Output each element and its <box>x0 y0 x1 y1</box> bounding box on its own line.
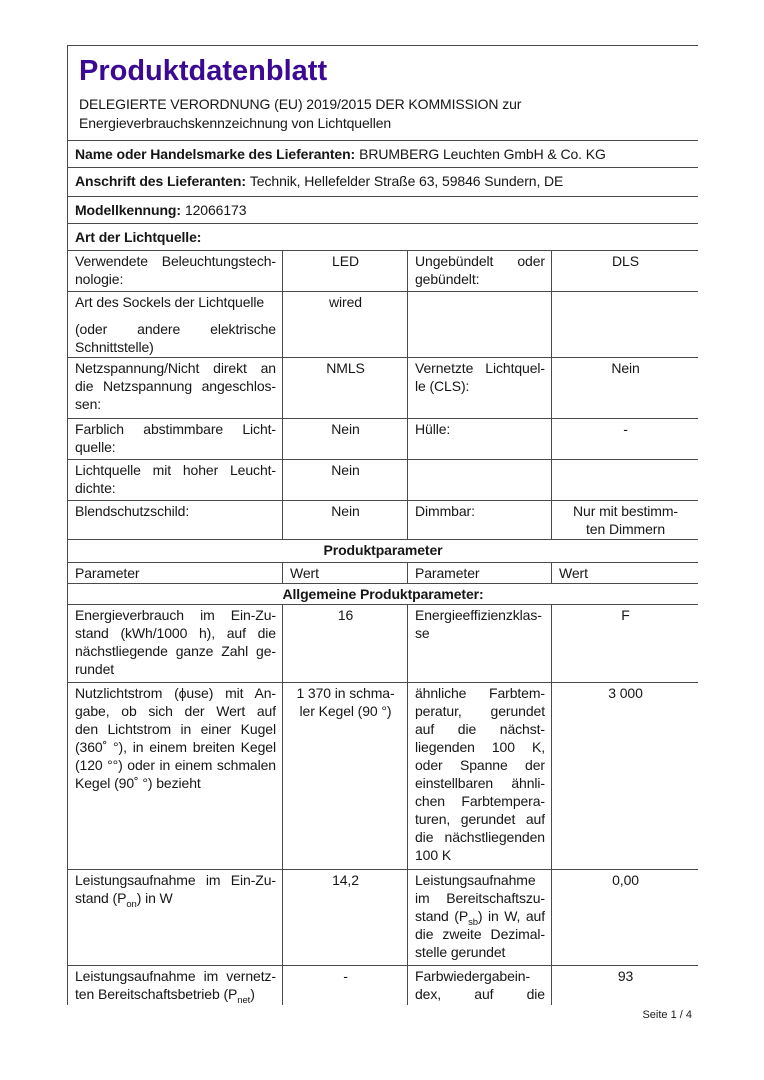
text-line: auf die nächst- <box>415 721 545 737</box>
param-cell <box>68 605 283 683</box>
title-row <box>68 46 699 141</box>
text-line: ten Dimmern <box>586 521 666 537</box>
col-header-wert-1: Wert <box>283 563 408 584</box>
value-cell <box>283 292 408 358</box>
supplier-name-label: Name oder Handelsmarke des Lieferanten: <box>75 146 356 162</box>
param-cell <box>408 358 552 419</box>
text-line: Blendschutzschild: <box>75 503 190 519</box>
text-line: die zweite Dezimal- <box>415 926 545 942</box>
regulation-line-1: DELEGIERTE VERORDNUNG (EU) 2019/2015 DER KOMMISSION zur <box>79 96 522 112</box>
param-cell <box>408 251 552 292</box>
supplier-address-cell <box>68 168 699 197</box>
supplier-address-value: Technik, Hellefelder Straße 63, 59846 Sundern, DE <box>249 173 564 189</box>
text-line: den Lichtstrom in einer Kugel <box>75 721 276 737</box>
text-line: Nutzlichtstrom (ϕuse) mit An- <box>75 685 276 701</box>
param-cell <box>408 501 552 540</box>
value-cell <box>552 501 699 540</box>
value-cell <box>283 358 408 419</box>
text-line: chen Farbtempera- <box>415 793 545 809</box>
value-cell <box>552 358 699 419</box>
text-line: wired <box>329 294 362 310</box>
text-line: Leistungsaufnahme im vernetz- <box>75 968 276 984</box>
text-line: rundet <box>75 661 115 677</box>
text-line: peratur, gerundet <box>415 703 545 719</box>
text-line: liegenden 100 K, <box>415 739 545 755</box>
param-cell <box>408 683 552 870</box>
value-cell <box>552 605 699 683</box>
text-line: stand (kWh/1000 h), auf die <box>75 625 276 641</box>
text-line: - <box>623 421 628 437</box>
table-row <box>68 605 699 683</box>
text-line: Kegel (90˚ °) bezieht <box>75 775 201 791</box>
text-line: Farbwiedergabein- <box>415 968 531 984</box>
section-header-row <box>68 540 699 563</box>
text-line: Ungebündelt oder <box>415 253 545 269</box>
text-line: ähnliche Farbtem- <box>415 685 545 701</box>
title-cell <box>68 46 699 141</box>
table-row <box>68 870 699 966</box>
text-line: gabe, ob sich der Wert auf <box>75 703 276 719</box>
table-row <box>68 292 699 358</box>
supplier-name-value: BRUMBERG Leuchten GmbH & Co. KG <box>359 146 606 162</box>
regulation-line-2: Energieverbrauchskennzeichnung von Lichtquellen <box>79 115 392 131</box>
table-row <box>68 966 699 1006</box>
value-cell <box>552 870 699 966</box>
text-line: nächstliegende ganze Zahl ge- <box>75 643 276 659</box>
model-id-label: Modellkennung: <box>75 202 181 218</box>
param-cell <box>68 419 283 460</box>
text-line: Leistungsaufnahme <box>415 872 536 888</box>
text-line: Lichtquelle mit hoher Leucht- <box>75 462 276 478</box>
column-header-row <box>68 563 699 584</box>
text-line: 0,00 <box>612 872 639 888</box>
value-cell <box>552 966 699 1006</box>
param-cell <box>68 966 283 1006</box>
text-line: Nur mit bestimm- <box>573 503 678 519</box>
text-line: 1 370 in schma- <box>296 685 395 701</box>
text-line: Art des Sockels der Lichtquelle <box>75 294 265 310</box>
text-line: Nein <box>611 360 640 376</box>
table-row <box>68 460 699 501</box>
value-cell <box>283 870 408 966</box>
product-parameter-rows <box>68 605 699 1006</box>
table-row <box>68 683 699 870</box>
table-row <box>68 501 699 540</box>
text-line: einstellbaren ähnli- <box>415 775 545 791</box>
section-allgemeine-produktparameter: Allgemeine Produktparameter: <box>68 584 699 605</box>
text-line: Dimmbar: <box>415 503 475 519</box>
text-line: gebündelt: <box>415 271 480 287</box>
model-id-cell <box>68 197 699 224</box>
value-cell <box>552 251 699 292</box>
text-line: Schnittstelle) <box>75 339 154 355</box>
text-line: F <box>621 607 630 623</box>
supplier-name-row <box>68 141 699 168</box>
text-line: Nein <box>331 462 360 478</box>
product-datasheet-page <box>67 45 698 1023</box>
page-title: Produktdatenblatt <box>79 55 328 87</box>
supplier-address-label: Anschrift des Lieferanten: <box>75 173 246 189</box>
text-line: NMLS <box>326 360 365 376</box>
param-cell <box>68 292 283 358</box>
text-line: LED <box>332 253 359 269</box>
page-number: Seite 1 / 4 <box>642 1009 692 1021</box>
text-line: - <box>343 968 348 984</box>
text-line: stelle gerundet <box>415 944 506 960</box>
text-line: nologie: <box>75 271 124 287</box>
value-cell <box>552 419 699 460</box>
header-section <box>68 46 699 251</box>
param-cell <box>68 460 283 501</box>
value-cell <box>552 460 699 501</box>
text-line: Farblich abstimmbare Licht- <box>75 421 276 437</box>
col-header-parameter-2: Parameter <box>408 563 552 584</box>
model-id-row <box>68 197 699 224</box>
text-line: dex, auf die <box>415 986 545 1002</box>
table-clip-region <box>67 45 698 1005</box>
text-line: die nächstliegenden <box>415 829 545 845</box>
text-line: 14,2 <box>332 872 359 888</box>
text-line: im Bereitschaftszu- <box>415 890 545 906</box>
model-id-value: 12066173 <box>184 202 247 218</box>
text-line: die Netzspannung angeschlos- <box>75 378 276 394</box>
param-cell <box>408 966 552 1006</box>
text-line: Netzspannung/Nicht direkt an <box>75 360 276 376</box>
text-line: oder Spanne der <box>415 757 545 773</box>
table-row <box>68 419 699 460</box>
table-row <box>68 251 699 292</box>
value-cell <box>283 605 408 683</box>
value-cell <box>552 292 699 358</box>
text-line: Nein <box>331 503 360 519</box>
supplier-name-cell <box>68 141 699 168</box>
value-cell <box>283 460 408 501</box>
text-line: 100 K <box>415 847 452 863</box>
text-line: (360˚ °), in einem breiten Kegel <box>75 739 276 755</box>
param-cell <box>408 870 552 966</box>
value-cell <box>283 683 408 870</box>
text-line: (oder andere elektrische <box>75 321 276 337</box>
text-line: Energieeffizienzklas- <box>415 607 542 623</box>
text-line: Hülle: <box>415 421 451 437</box>
text-line: ten Bereitschaftsbetrieb $(P_{net})$ <box>75 986 255 1003</box>
supplier-address-row <box>68 168 699 197</box>
subsection-header-row <box>68 584 699 605</box>
text-line: dichte: <box>75 480 116 496</box>
text-line: (120 °°) oder in einem schmalen <box>75 757 276 773</box>
light-source-type-label: Art der Lichtquelle: <box>75 229 202 245</box>
text-line: Verwendete Beleuchtungstech- <box>75 253 276 269</box>
text-line: ler Kegel (90 °) <box>299 703 392 719</box>
text-line: 3 000 <box>608 685 643 701</box>
text-line: turen, gerundet auf <box>415 811 545 827</box>
text-line: quelle: <box>75 439 116 455</box>
text-line: stand $(P_{on})$ in W <box>75 890 173 907</box>
value-cell <box>552 683 699 870</box>
section-produktparameter: Produktparameter <box>68 540 699 563</box>
product-parameter-section <box>68 540 699 605</box>
text-line: stand $(P_{sb})$ in W, auf <box>415 908 545 925</box>
value-cell <box>283 966 408 1006</box>
datasheet-table <box>67 45 698 1005</box>
light-source-type-row <box>68 224 699 251</box>
value-cell <box>283 419 408 460</box>
value-cell <box>283 251 408 292</box>
param-cell <box>68 251 283 292</box>
param-cell <box>408 419 552 460</box>
param-cell <box>408 292 552 358</box>
param-cell <box>68 501 283 540</box>
text-line: Energieverbrauch im Ein-Zu- <box>75 607 276 623</box>
text-line: sen: <box>75 396 102 412</box>
param-cell <box>408 460 552 501</box>
param-cell <box>68 870 283 966</box>
light-source-type-cell <box>68 224 699 251</box>
param-cell <box>68 683 283 870</box>
text-line: le (CLS): <box>415 378 470 394</box>
light-source-rows <box>68 251 699 540</box>
col-header-wert-2: Wert <box>552 563 699 584</box>
text-line: DLS <box>612 253 639 269</box>
text-line: 16 <box>337 607 354 623</box>
text-line: Leistungsaufnahme im Ein-Zu- <box>75 872 276 888</box>
text-line: Vernetzte Lichtquel- <box>415 360 545 376</box>
value-cell <box>283 501 408 540</box>
param-cell <box>408 605 552 683</box>
text-line: Nein <box>331 421 360 437</box>
text-line: 93 <box>617 968 634 984</box>
col-header-parameter-1: Parameter <box>68 563 283 584</box>
param-cell <box>68 358 283 419</box>
table-row <box>68 358 699 419</box>
text-line: se <box>415 625 430 641</box>
